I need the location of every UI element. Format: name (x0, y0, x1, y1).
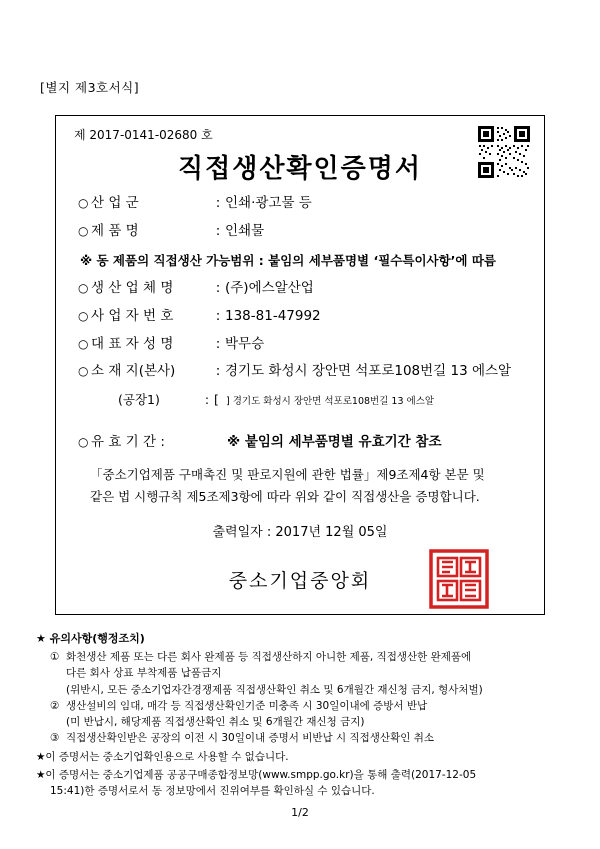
field-colon: : (215, 222, 221, 239)
notice-text: 생산설비의 임대, 매각 등 직접생산확인기준 미충족 시 30일이내에 증방서 반납 (66, 699, 428, 712)
notice-item (50, 730, 570, 746)
notice-item (50, 698, 570, 714)
legal-text (90, 464, 516, 508)
field-colon: : (215, 195, 221, 211)
field-colon: : (215, 279, 221, 296)
notice-marker: ③ (50, 732, 60, 745)
star-note-continuation: 15:41)한 증명서로서 동 정보망에서 진위여부를 확인하실 수 있습니다. (50, 785, 375, 798)
valid-period-value: ※ 붙임의 세부품명별 유효기간 참조 (227, 434, 442, 451)
field-label-business-number: 사 업 자 번 호 (91, 307, 174, 324)
factory-bracket: [ (214, 392, 219, 408)
field-label-representative: 대 표 자 성 명 (91, 335, 174, 352)
field-label-industry: 산 업 군 (91, 195, 139, 211)
field-row-business-number (78, 307, 528, 326)
notice-subtext: (위반시, 모든 중소기업자간경쟁제품 직접생산확인 취소 및 6개월간 재신청 금지, 형사처벌) (66, 683, 483, 696)
field-row-address (78, 362, 528, 381)
field-colon: : (215, 335, 221, 352)
print-date: 출력일자 : 2017년 12월 05일 (212, 525, 388, 540)
field-label-product: 제 품 명 (91, 222, 139, 239)
notice-title: ★ 유의사항(행정조치) (36, 632, 145, 645)
certificate-fields (78, 194, 528, 450)
valid-period-row (78, 430, 528, 450)
star-note-text: ★이 증명서는 중소기업확인용으로 사용할 수 없습니다. (36, 750, 289, 763)
field-row-product (78, 222, 528, 241)
scope-note: ※ 동 제품의 직접생산 가능범위 : 붙임의 세부품명별 ‘필수특이사항’에 따름 (80, 252, 496, 268)
field-colon: : (215, 363, 221, 380)
star-note (36, 749, 570, 765)
field-value-representative: 박무승 (225, 335, 265, 352)
bullet-icon: ○ (78, 336, 89, 351)
bullet-icon: ○ (78, 308, 89, 323)
document-number: 제 2017-0141-02680 호 (74, 128, 213, 142)
bullet-icon: ○ (78, 280, 89, 295)
notice-subtext: 다른 회사 상표 부착제품 납품금지 (66, 667, 222, 680)
bullet-icon: ○ (78, 435, 89, 450)
bullet-icon: ○ (78, 223, 89, 238)
certificate-title: 직접생산확인증명서 (177, 154, 423, 184)
star-note (36, 767, 570, 783)
form-tag: [별지 제3호서식] (40, 80, 140, 95)
field-value-company: (주)에스알산업 (225, 279, 314, 296)
notice-marker: ① (50, 651, 60, 664)
notice-marker: ② (50, 699, 60, 712)
legal-line-2: 같은 법 시행규칙 제5조제3항에 따라 위와 같이 직접생산을 증명합니다. (90, 488, 480, 504)
field-value-business-number: 138-81-47992 (225, 307, 321, 324)
certificate-box (55, 115, 545, 615)
field-label-address: 소 재 지(본사) (91, 363, 176, 380)
factory-row (118, 390, 528, 408)
factory-label: (공장1) (118, 392, 160, 408)
notice-text: 직접생산확인받은 공장의 이전 시 30일이내 증명서 비반납 시 직접생산확인 취소 (66, 732, 434, 745)
field-row-industry (78, 194, 528, 213)
red-official-seal-icon (428, 548, 490, 610)
page-number: 1/2 (291, 806, 309, 819)
field-colon: : (215, 307, 221, 324)
factory-value: ] 경기도 화성시 장안면 석포로108번길 13 에스알 (226, 396, 435, 408)
valid-period-label: 유 효 기 간 : (91, 434, 165, 451)
factory-colon: : (204, 392, 210, 408)
field-value-industry: 인쇄·광고물 등 (225, 195, 312, 211)
field-value-address: 경기도 화성시 장안면 석포로108번길 13 에스알 (225, 363, 512, 380)
field-row-company (78, 279, 528, 298)
notice-subtext: (미 반납시, 해당제품 직접생산확인 취소 및 6개월간 재신청 금지) (66, 716, 365, 729)
legal-line-1: 「중소기업제품 구매촉진 및 판로지원에 관한 법률」제9조제4항 본문 및 (90, 467, 485, 482)
field-row-representative (78, 335, 528, 354)
field-value-product: 인쇄물 (225, 222, 265, 239)
star-note-text: ★이 증명서는 중소기업제품 공공구매종합정보망(www.smpp.go.kr)을 통해 출력(2017-12-05 (36, 768, 477, 781)
notice-item (50, 649, 570, 665)
bullet-icon: ○ (78, 364, 89, 379)
notice-section (36, 630, 570, 799)
bullet-icon: ○ (78, 196, 89, 210)
issuer-name: 중소기업중앙회 (228, 570, 372, 592)
field-label-company: 생 산 업 체 명 (91, 279, 174, 296)
notice-text: 화천생산 제품 또는 다른 회사 완제품 등 직접생산하지 아니한 제품, 직접생산한 완제품에 (66, 651, 472, 664)
